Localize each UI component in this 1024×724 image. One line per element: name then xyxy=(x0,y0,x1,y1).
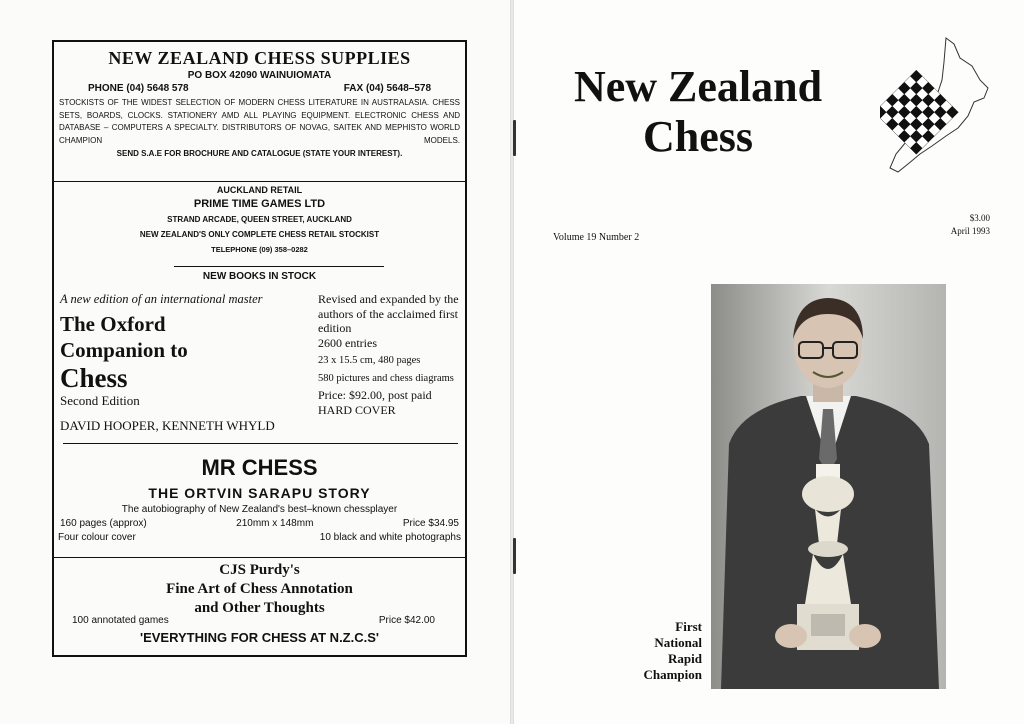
masthead xyxy=(548,62,848,162)
oxford-price: Price: $92.00, post paid xyxy=(318,388,432,402)
po-box: PO BOX 42090 WAINUIOMATA xyxy=(187,70,332,81)
oxford-description: Revised and expanded by the authors of the acclaimed first edition xyxy=(318,292,459,335)
purdy-book-ad xyxy=(54,562,465,645)
nz-chessboard-logo-icon xyxy=(880,36,992,176)
oxford-binding: HARD COVER xyxy=(318,402,396,417)
purdy-games: 100 annotated games xyxy=(72,615,169,626)
chess-supplies-ad xyxy=(52,40,467,657)
oxford-size: 23 x 15.5 cm, 480 pages xyxy=(318,355,421,366)
retail-tagline: NEW ZEALAND'S ONLY COMPLETE CHESS RETAIL STOCKIST xyxy=(139,230,380,239)
caption-line: National xyxy=(654,635,702,650)
oxford-right-column xyxy=(318,292,470,417)
divider xyxy=(63,443,458,444)
champion-photo-image xyxy=(711,284,946,689)
staple xyxy=(513,538,516,574)
oxford-left-column xyxy=(60,292,310,434)
chessboard-grid xyxy=(880,70,958,154)
oxford-title-line2: Companion to xyxy=(60,338,188,362)
divider xyxy=(54,557,465,558)
oxford-authors: DAVID HOOPER, KENNETH WHYLD xyxy=(60,418,275,433)
store-slogan: 'EVERYTHING FOR CHESS AT N.Z.C.S' xyxy=(140,630,379,645)
supplies-description: STOCKISTS OF THE WIDEST SELECTION OF MODERN CHESS LITERATURE IN AUSTRALASIA. CHESS SETS, BOARDS, CLOCKS. STATIONERY AMD ALL PLAYING EQUIPMENT. ELECTRONIC CHESS AND DATABASE – COMPUTERS A SPECIALTY. DISTRIBUTORS OF NOVAG, SAITEK AND MEPHISTO WORLD CHAMPION MODELS. xyxy=(59,98,460,145)
caption-line: First xyxy=(675,619,702,634)
staple xyxy=(513,120,516,156)
mr-chess-price: Price $34.95 xyxy=(402,518,459,529)
mr-chess-size: 210mm x 148mm xyxy=(236,518,314,529)
retail-section xyxy=(54,182,465,266)
supplies-title: NEW ZEALAND CHESS SUPPLIES xyxy=(108,48,411,68)
retail-address: STRAND ARCADE, QUEEN STREET, AUCKLAND xyxy=(167,215,352,224)
mr-chess-cover-row xyxy=(54,532,465,543)
cover-price: $3.00 xyxy=(969,213,990,223)
mr-chess-photos: 10 black and white photographs xyxy=(319,532,461,543)
mr-chess-title: MR CHESS xyxy=(201,455,318,480)
oxford-title-line1: The Oxford xyxy=(60,312,166,336)
mr-chess-cover: Four colour cover xyxy=(58,532,136,543)
champion-photo xyxy=(711,284,946,689)
masthead-line1: New Zealand xyxy=(573,62,823,111)
issue-date: April 1993 xyxy=(950,226,990,236)
purdy-price: Price $42.00 xyxy=(378,615,435,626)
oxford-title-line3: Chess xyxy=(60,363,128,393)
supplies-section xyxy=(54,42,465,182)
volume-number: Volume 19 Number 2 xyxy=(553,232,640,243)
phone-number: PHONE (04) 5648 578 xyxy=(88,83,189,94)
retail-heading: AUCKLAND RETAIL xyxy=(216,185,303,195)
oxford-pictures: 580 pictures and chess diagrams xyxy=(318,372,454,384)
caption-line: Rapid xyxy=(668,651,702,666)
contact-row xyxy=(54,83,465,94)
caption-line: Champion xyxy=(643,667,702,682)
spine-fold xyxy=(510,0,514,724)
mr-chess-details-row xyxy=(54,518,465,529)
fax-number: FAX (04) 5648–578 xyxy=(343,83,431,94)
brochure-note: SEND S.A.E FOR BROCHURE AND CATALOGUE (STATE YOUR INTEREST). xyxy=(116,149,403,158)
purdy-title-line1: CJS Purdy's xyxy=(219,562,300,578)
oxford-edition: Second Edition xyxy=(60,393,140,408)
new-books-heading: NEW BOOKS IN STOCK xyxy=(202,271,317,282)
oxford-tagline: A new edition of an international master xyxy=(60,292,263,306)
purdy-title-line2: Fine Art of Chess Annotation xyxy=(166,581,353,597)
photo-caption xyxy=(618,619,702,683)
mr-chess-subtitle: THE ORTVIN SARAPU STORY xyxy=(148,485,371,501)
mr-chess-pages: 160 pages (approx) xyxy=(60,518,147,529)
mr-chess-ad xyxy=(54,455,465,543)
price-date-block xyxy=(900,212,990,238)
divider xyxy=(174,266,384,267)
mr-chess-description: The autobiography of New Zealand's best–known chessplayer xyxy=(121,504,398,515)
retail-telephone: TELEPHONE (09) 358–0282 xyxy=(211,245,308,254)
oxford-entries: 2600 entries xyxy=(318,335,377,350)
masthead-line2: Chess xyxy=(642,112,754,161)
purdy-title-line3: and Other Thoughts xyxy=(194,600,325,616)
retail-company: PRIME TIME GAMES LTD xyxy=(193,198,326,210)
